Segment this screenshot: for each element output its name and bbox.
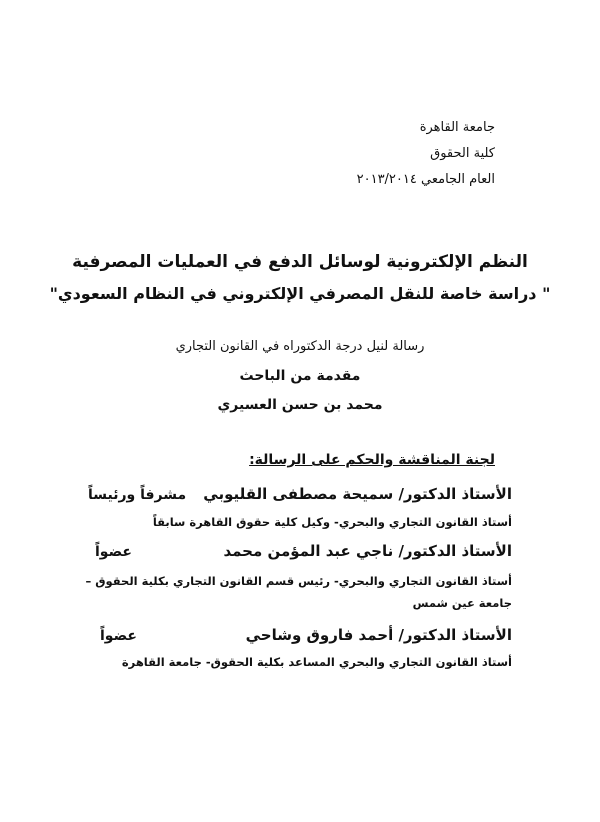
committee-member-3-description: أستاذ القانون التجاري والبحري المساعد بكلية الحقوق- جامعة القاهرة xyxy=(121,655,512,669)
committee-member-3-name: الأستاذ الدكتور/ أحمد فاروق وشاحي xyxy=(245,626,512,644)
committee-member-3-role: عضواً xyxy=(100,628,137,644)
academic-year: العام الجامعي ٢٠١٣/٢٠١٤ xyxy=(356,172,495,187)
thesis-subtitle: " دراسة خاصة للنقل المصرفي الإلكتروني في النظام السعودي" xyxy=(49,284,551,303)
presented-by: مقدمة من الباحث xyxy=(239,368,361,384)
committee-heading: لجنة المناقشة والحكم على الرسالة: xyxy=(249,452,495,468)
committee-member-1-description: أستاذ القانون التجاري والبحري- وكيل كلية حقوق القاهرة سابقاً xyxy=(152,515,512,529)
degree-statement: رسالة لنيل درجة الدكتوراه في القانون التجاري xyxy=(175,339,425,354)
committee-member-1-role: مشرفاً ورئيساً xyxy=(88,487,187,503)
faculty-name: كلية الحقوق xyxy=(430,146,495,161)
committee-member-1-name: الأستاذ الدكتور/ سميحة مصطفى القليوبي xyxy=(203,485,512,503)
committee-member-2-description: أستاذ القانون التجاري والبحري- رئيس قسم القانون التجاري بكلية الحقوق – جامعة عين شمس xyxy=(85,574,512,610)
committee-member-2-role: عضواً xyxy=(95,544,132,560)
committee-member-2-name: الأستاذ الدكتور/ ناجي عبد المؤمن محمد xyxy=(223,542,512,560)
thesis-title: النظم الإلكترونية لوسائل الدفع في العمليات المصرفية xyxy=(72,252,528,272)
researcher-name: محمد بن حسن العسيري xyxy=(217,397,383,413)
university-name: جامعة القاهرة xyxy=(419,120,495,135)
